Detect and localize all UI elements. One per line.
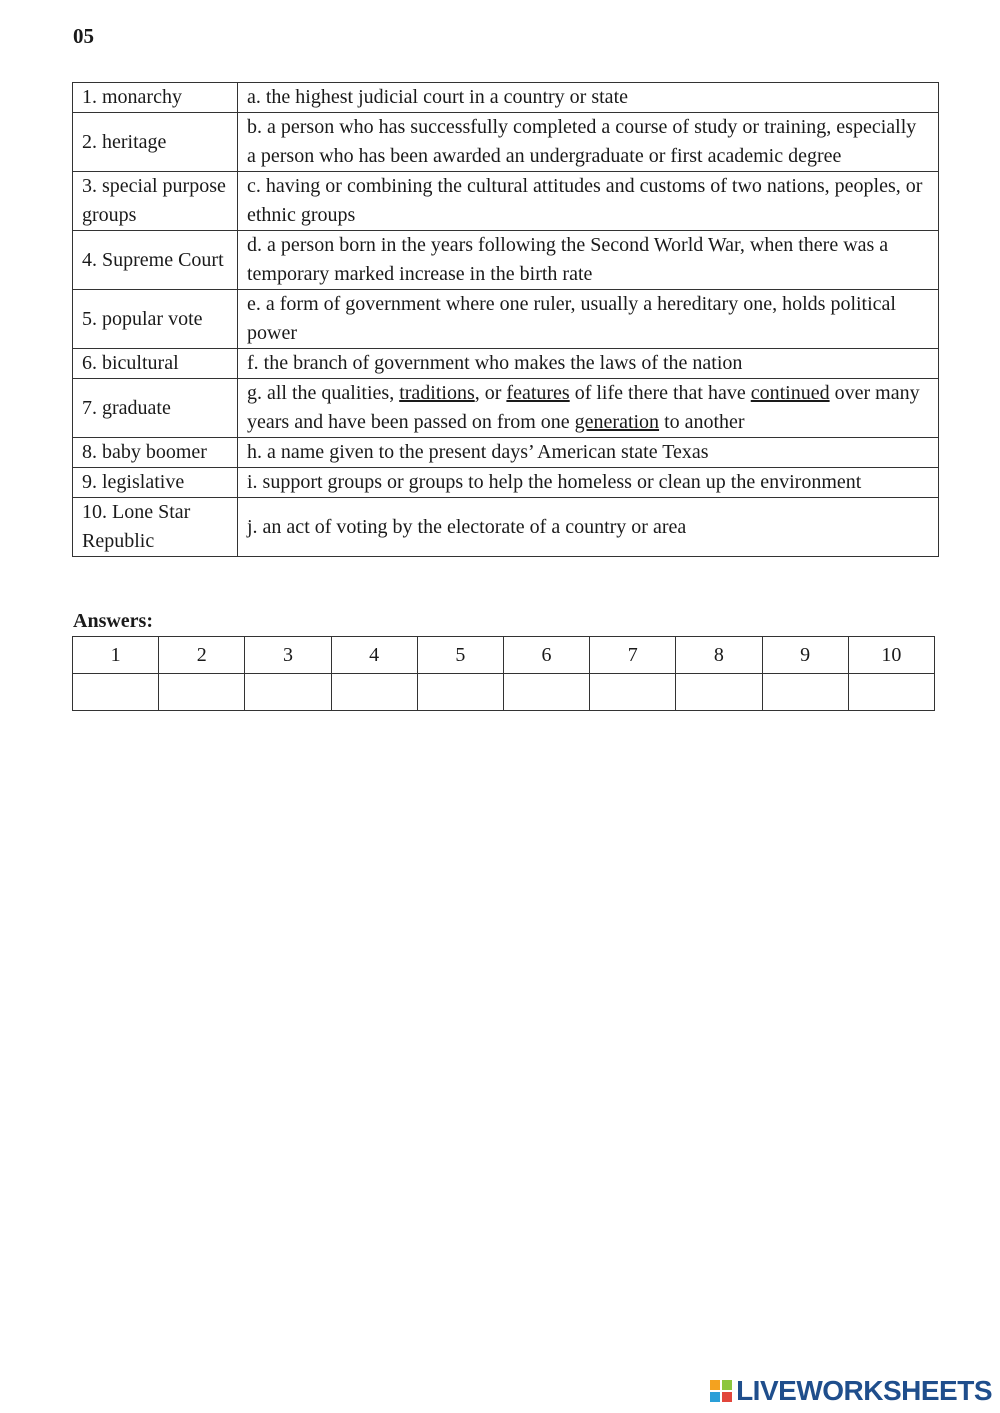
liveworksheets-logo (710, 1375, 992, 1407)
underlined-word: features (506, 382, 570, 404)
answers-table (72, 636, 935, 711)
answer-box-10[interactable] (848, 674, 934, 711)
term-cell: 5. popular vote (73, 290, 238, 349)
definition-cell: e. a form of government where one ruler, usually a hereditary one, holds political power (238, 290, 939, 349)
logo-block (710, 1380, 720, 1390)
term-cell: 3. special purpose groups (73, 172, 238, 231)
definition-cell: b. a person who has successfully completed a course of study or training, especially a person who has been awarded an undergraduate or first academic degree (238, 113, 939, 172)
table-row (73, 498, 939, 557)
logo-blocks-icon (710, 1380, 732, 1402)
answer-number: 5 (417, 637, 503, 674)
logo-block (722, 1380, 732, 1390)
term-cell: 1. monarchy (73, 83, 238, 113)
definition-cell: a. the highest judicial court in a country or state (238, 83, 939, 113)
table-row (73, 290, 939, 349)
table-row (73, 83, 939, 113)
definition-cell: j. an act of voting by the electorate of a country or area (238, 498, 939, 557)
definition-cell: h. a name given to the present days’ American state Texas (238, 438, 939, 468)
table-row (73, 172, 939, 231)
table-row (73, 438, 939, 468)
table-row (73, 468, 939, 498)
definition-cell: i. support groups or groups to help the homeless or clean up the environment (238, 468, 939, 498)
answer-box-5[interactable] (417, 674, 503, 711)
definition-text: , or (474, 382, 507, 404)
definition-cell: c. having or combining the cultural attitudes and customs of two nations, peoples, or ethnic groups (238, 172, 939, 231)
answer-box-3[interactable] (245, 674, 331, 711)
answer-box-6[interactable] (503, 674, 589, 711)
definition-cell: f. the branch of government who makes the laws of the nation (238, 349, 939, 379)
definition-text: to another (659, 411, 745, 433)
answer-box-2[interactable] (159, 674, 245, 711)
term-cell: 9. legislative (73, 468, 238, 498)
definition-cell: d. a person born in the years following the Second World War, when there was a temporary marked increase in the birth rate (238, 231, 939, 290)
answer-input-row (73, 674, 935, 711)
answer-number: 3 (245, 637, 331, 674)
table-row (73, 349, 939, 379)
underlined-word: traditions (399, 382, 475, 404)
page-number: 05 (73, 24, 94, 48)
answer-number: 10 (848, 637, 934, 674)
answer-number: 1 (73, 637, 159, 674)
answer-number: 6 (503, 637, 589, 674)
answer-box-8[interactable] (676, 674, 762, 711)
answers-label: Answers: (73, 610, 153, 632)
term-cell: 2. heritage (73, 113, 238, 172)
term-cell: 7. graduate (73, 379, 238, 438)
answer-number: 7 (590, 637, 676, 674)
answer-box-7[interactable] (590, 674, 676, 711)
answer-number: 4 (331, 637, 417, 674)
answer-number: 2 (159, 637, 245, 674)
brand-name: LIVEWORKSHEETS (736, 1375, 992, 1406)
definition-text: g. all the qualities, (247, 382, 400, 404)
table-row (73, 379, 939, 438)
table-row (73, 113, 939, 172)
definition-text: over many years and have been passed on from one (247, 382, 920, 433)
logo-block (722, 1392, 732, 1402)
term-cell: 8. baby boomer (73, 438, 238, 468)
answer-box-1[interactable] (73, 674, 159, 711)
underlined-word: continued (750, 382, 830, 404)
answer-number: 8 (676, 637, 762, 674)
term-cell: 6. bicultural (73, 349, 238, 379)
underlined-word: generation (574, 411, 660, 433)
answer-box-9[interactable] (762, 674, 848, 711)
table-row (73, 231, 939, 290)
logo-block (710, 1392, 720, 1402)
answer-number-row (73, 637, 935, 674)
answer-box-4[interactable] (331, 674, 417, 711)
definition-text: of life there that have (569, 382, 751, 404)
matching-table (72, 82, 939, 557)
term-cell: 10. Lone Star Republic (73, 498, 238, 557)
term-cell: 4. Supreme Court (73, 231, 238, 290)
definition-cell (238, 379, 939, 438)
answer-number: 9 (762, 637, 848, 674)
